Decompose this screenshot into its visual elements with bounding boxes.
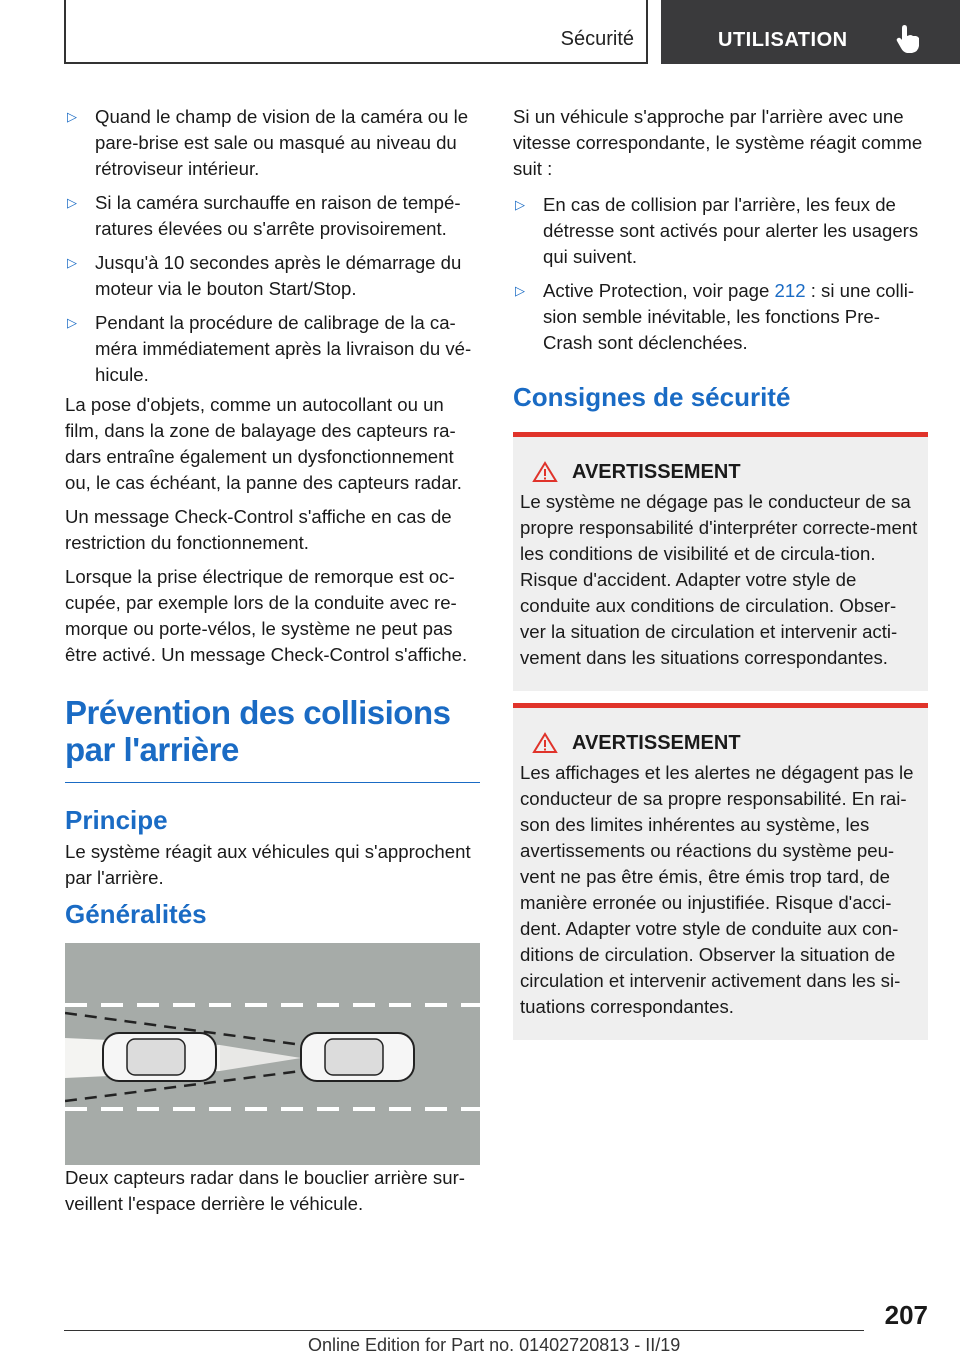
- header-chapter-title: UTILISATION: [718, 29, 848, 51]
- footer-divider: [64, 1330, 864, 1331]
- subsection-title: Principe: [65, 805, 168, 835]
- radar-sensor-illustration: [65, 943, 480, 1165]
- paragraph: Si un véhicule s'approche par l'arrière avec une vitesse correspondante, le système réagit comme suit :: [513, 106, 923, 179]
- paragraph: Le système réagit aux véhicules qui s'approchent par l'arrière.: [65, 841, 471, 888]
- figure-caption: Deux capteurs radar dans le bouclier arrière sur-veillent l'espace derrière le véhicule.: [65, 1167, 465, 1214]
- warning-triangle-icon: [532, 461, 558, 483]
- right-column: [513, 104, 928, 1052]
- list-item: ▷ Jusqu'à 10 secondes après le démarrage du moteur via le bouton Start/Stop.: [67, 252, 462, 299]
- list-item: ▷ Quand le champ de vision de la caméra ou le pare-brise est sale ou masqué au niveau du rétroviseur intérieur.: [67, 106, 469, 179]
- triangle-bullet-icon: ▷: [515, 197, 525, 212]
- warning-box: [513, 703, 928, 1040]
- subsection-title: Généralités: [65, 899, 207, 929]
- triangle-bullet-icon: ▷: [67, 195, 77, 210]
- paragraph: La pose d'objets, comme un autocollant ou un film, dans la zone de balayage des capteurs ra-dars entraîne également un dysfonctionnement ou, le cas échéant, la panne des capteurs radar.: [65, 394, 462, 493]
- warning-triangle-icon: [532, 732, 558, 754]
- list-item: ▷ Si la caméra surchauffe en raison de tempé-ratures élevées ou s'arrête provisoirement.: [67, 192, 461, 239]
- car-icon: [301, 1033, 414, 1081]
- warning-title: AVERTISSEMENT: [572, 732, 741, 754]
- list-item: ▷ En cas de collision par l'arrière, les feux de détresse sont activés pour alerter les usagers qui suivent.: [515, 194, 919, 267]
- footer-edition: Online Edition for Part no. 01402720813 - II/19: [308, 1335, 681, 1355]
- warning-text: Le système ne dégage pas le conducteur de sa propre responsabilité d'interpréter correcte-ment les conditions de visibilité et de circula-tion. Risque d'accident. Adapter votre style de conduite aux conditions de circulation. Obser-ver la situation de circulation et intervenir acti-vement dans les situations correspondantes.: [520, 491, 918, 668]
- warning-text: Les affichages et les alertes ne dégagent pas le conducteur de sa propre responsabilité. En rai-son des limites inhérentes au système, les avertissements ou réactions du système peu-vent ne pas être émis, être émis trop tard, de manière erronée ou injustifiée. Risque d'acci-dent. Adapter votre style de conduite aux con-ditions de circulation. Observer la situation de circulation et intervenir activement dans les si-tuations correspondantes.: [520, 762, 914, 1017]
- road-diagram: [65, 943, 480, 1165]
- header-section-title: Sécurité: [560, 28, 634, 50]
- section-title: Consignes de sécurité: [513, 382, 791, 412]
- warning-box: [513, 432, 928, 691]
- list-item: ▷ Pendant la procédure de calibrage de la ca-méra immédiatement après la livraison du vé-hicule.: [67, 312, 472, 385]
- paragraph: Un message Check-Control s'affiche en cas de restriction du fonctionnement.: [65, 506, 452, 553]
- triangle-bullet-icon: ▷: [515, 283, 525, 298]
- list-item: ▷ Active Protection, voir page 212 : si une colli-sion semble inévitable, les fonctions Pre-Crash sont déclenchées.: [515, 280, 915, 353]
- hand-pointer-icon: [894, 24, 922, 54]
- left-column: [65, 104, 480, 1225]
- car-icon: [103, 1033, 216, 1081]
- triangle-bullet-icon: ▷: [67, 315, 77, 330]
- warning-title: AVERTISSEMENT: [572, 461, 741, 483]
- section-title: Prévention des collisions par l'arrière: [65, 694, 480, 783]
- triangle-bullet-icon: ▷: [67, 255, 77, 270]
- page-link[interactable]: 212: [774, 280, 806, 301]
- triangle-bullet-icon: ▷: [67, 109, 77, 124]
- paragraph: Lorsque la prise électrique de remorque est oc-cupée, par exemple lors de la conduite avec re-morque ou porte-vélos, le système ne peut pas être activé. Un message Check-Control s'affiche.: [65, 566, 468, 665]
- page-number: 207: [884, 1300, 928, 1330]
